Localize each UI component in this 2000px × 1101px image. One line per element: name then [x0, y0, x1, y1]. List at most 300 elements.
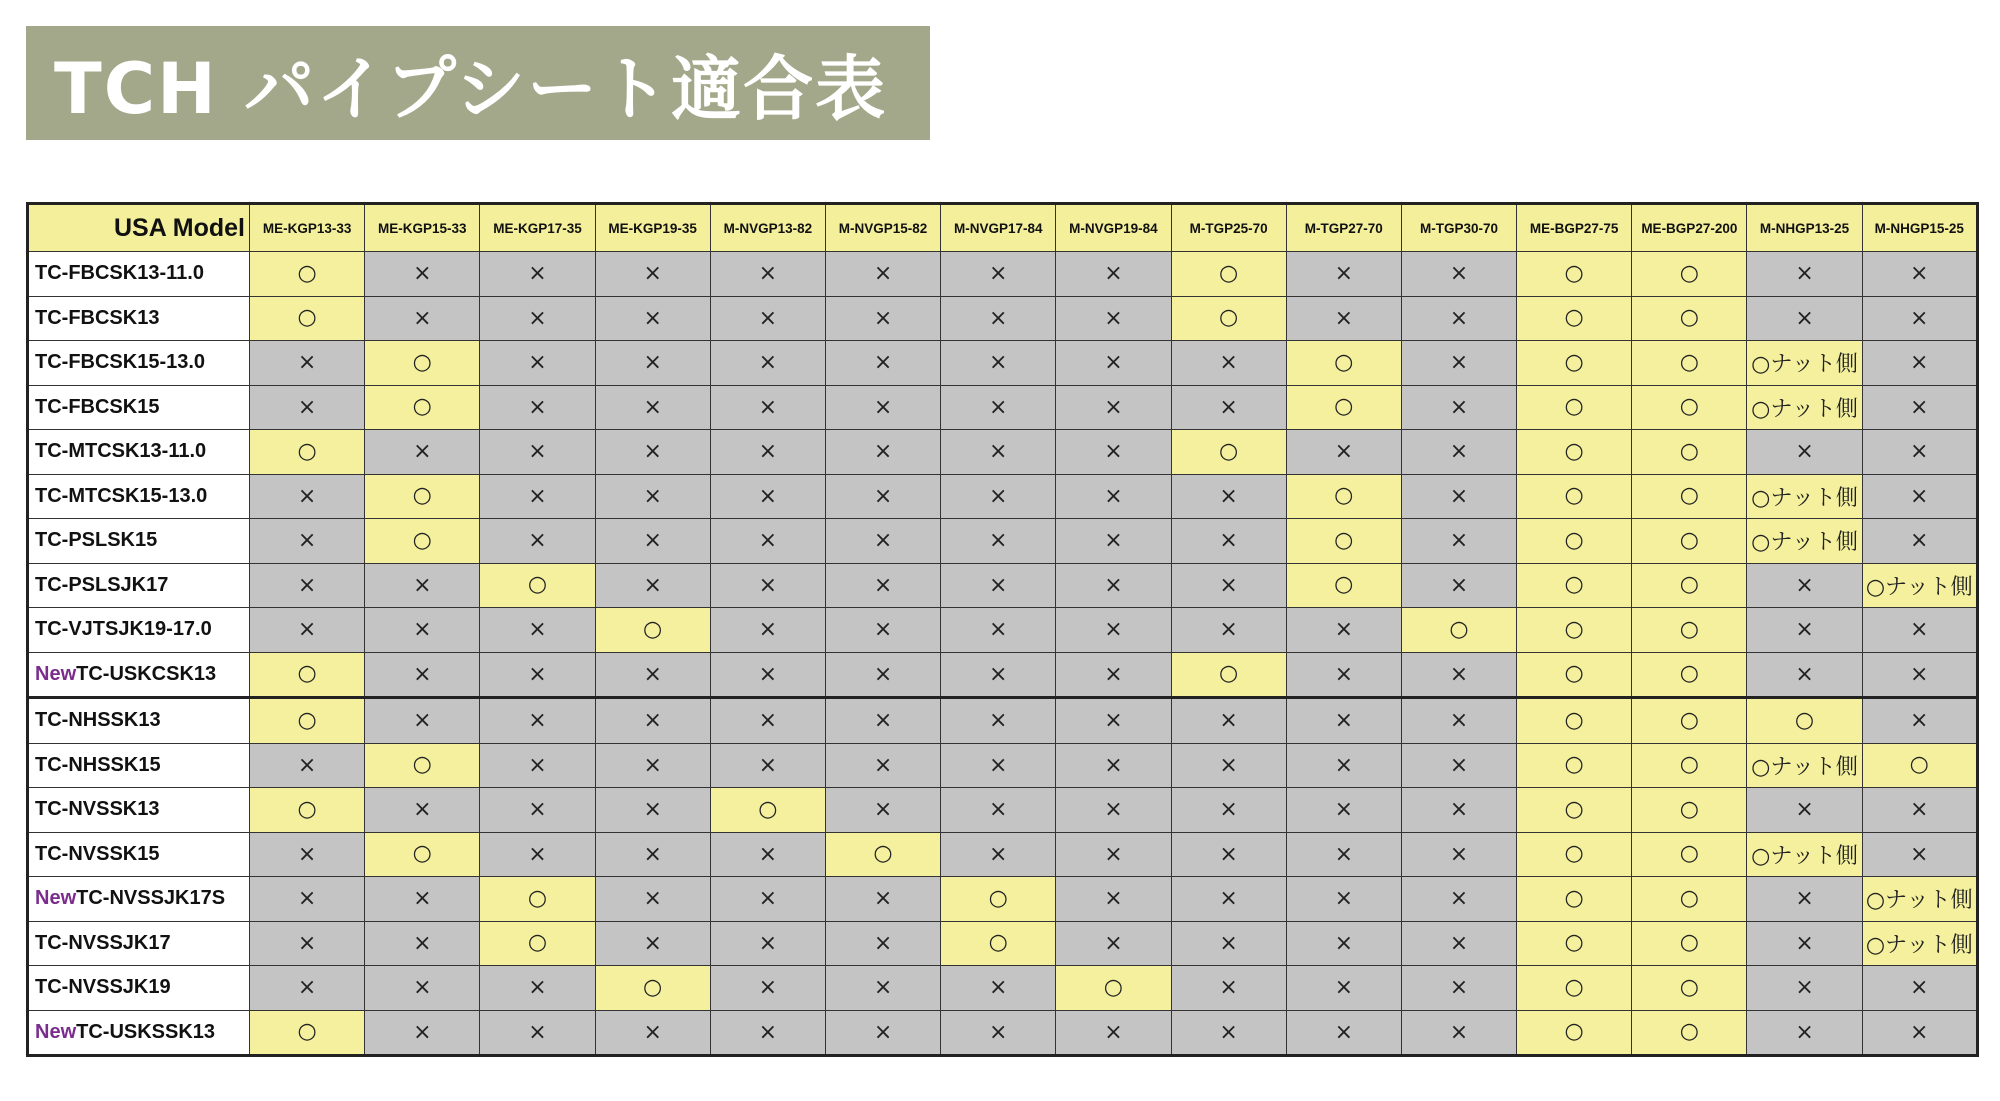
compat-cell: × [1401, 563, 1516, 608]
compat-cell: × [825, 652, 940, 698]
compat-cell: × [1286, 832, 1401, 877]
compat-cell: × [1747, 608, 1862, 653]
compat-cell: × [250, 877, 365, 922]
compat-cell: × [1056, 608, 1171, 653]
column-header: M-NVGP19-84 [1056, 204, 1171, 252]
compat-cell: × [595, 296, 710, 341]
compat-cell: × [1056, 743, 1171, 788]
compat-cell: ○ [365, 474, 480, 519]
compat-cell: × [1862, 385, 1977, 430]
compat-cell: ○ [1517, 832, 1632, 877]
compat-cell: × [250, 385, 365, 430]
table-row [28, 474, 1978, 519]
compat-cell: ○ [1517, 652, 1632, 698]
compat-cell: ○ [480, 921, 595, 966]
compat-cell: × [1747, 252, 1862, 297]
compat-cell: × [1286, 966, 1401, 1011]
table-row [28, 252, 1978, 297]
table-row [28, 652, 1978, 698]
compat-cell: × [1171, 877, 1286, 922]
compat-cell: ○ [1517, 1010, 1632, 1056]
model-name-cell [28, 519, 250, 564]
new-badge: New [35, 887, 77, 910]
compat-cell: × [480, 1010, 595, 1056]
compat-cell: × [250, 743, 365, 788]
compat-cell: ○ [1632, 252, 1747, 297]
compat-cell: ○ナット側 [1747, 341, 1862, 386]
compat-cell: ○ [1171, 652, 1286, 698]
table-row [28, 608, 1978, 653]
compat-cell: × [710, 563, 825, 608]
compat-cell: × [250, 563, 365, 608]
model-name-cell [28, 474, 250, 519]
compat-cell: ○ [1517, 474, 1632, 519]
compat-cell: ○ [1632, 966, 1747, 1011]
compat-cell: ○ [365, 385, 480, 430]
compat-cell: × [1286, 743, 1401, 788]
compat-cell: × [941, 252, 1056, 297]
table-row [28, 966, 1978, 1011]
compat-cell: ○ [825, 832, 940, 877]
compat-cell: × [1747, 1010, 1862, 1056]
model-name-cell [28, 743, 250, 788]
compat-cell: × [941, 385, 1056, 430]
compat-cell: ○ [1632, 385, 1747, 430]
compat-cell: × [480, 788, 595, 833]
compat-cell: × [1862, 966, 1977, 1011]
compat-cell: × [1401, 788, 1516, 833]
compat-cell: × [480, 743, 595, 788]
compat-cell: × [825, 743, 940, 788]
compat-cell: × [1401, 698, 1516, 744]
compat-cell: ○ [1632, 698, 1747, 744]
compat-cell: × [1862, 1010, 1977, 1056]
compat-cell: × [1286, 652, 1401, 698]
compat-cell: ○ [1517, 385, 1632, 430]
compat-cell: × [365, 921, 480, 966]
compat-cell: × [710, 1010, 825, 1056]
compat-cell: × [1171, 966, 1286, 1011]
compat-cell: × [1747, 296, 1862, 341]
compat-cell: × [941, 832, 1056, 877]
compat-cell: × [595, 652, 710, 698]
compat-cell: ○ [365, 832, 480, 877]
column-header: M-TGP30-70 [1401, 204, 1516, 252]
model-name-cell [28, 877, 250, 922]
compat-cell: ○ [1632, 788, 1747, 833]
compat-cell: × [1401, 877, 1516, 922]
compat-cell: ○ [1517, 608, 1632, 653]
compat-cell: ○ [595, 608, 710, 653]
page-title: TCH パイプシート適合表 [54, 47, 888, 130]
model-name: TC-NVSSJK17 [35, 931, 171, 954]
compat-cell: × [710, 430, 825, 475]
compat-cell: ○ [1286, 385, 1401, 430]
compat-cell: ○ [1632, 430, 1747, 475]
compat-cell: ○ [1056, 966, 1171, 1011]
compat-cell: × [1286, 788, 1401, 833]
compat-cell: × [825, 296, 940, 341]
compat-cell: × [710, 519, 825, 564]
compat-cell: ○ [1632, 563, 1747, 608]
column-header: M-NVGP15-82 [825, 204, 940, 252]
compat-cell: × [1286, 1010, 1401, 1056]
compat-cell: × [1862, 788, 1977, 833]
compat-cell: ○ [1632, 921, 1747, 966]
compat-cell: × [1862, 341, 1977, 386]
compat-cell: × [595, 788, 710, 833]
column-header: M-TGP25-70 [1171, 204, 1286, 252]
model-name: TC-USKSSK13 [76, 1020, 216, 1043]
compat-cell: × [1747, 430, 1862, 475]
compat-cell: × [1401, 921, 1516, 966]
compat-cell: × [595, 698, 710, 744]
model-name-cell [28, 430, 250, 475]
compat-cell: × [825, 385, 940, 430]
compat-cell: ○ [595, 966, 710, 1011]
compat-cell: × [365, 788, 480, 833]
compat-cell: × [1171, 1010, 1286, 1056]
compat-cell: ○ [1517, 519, 1632, 564]
compat-cell: × [1056, 519, 1171, 564]
compat-cell: × [710, 743, 825, 788]
compat-cell: × [710, 341, 825, 386]
compat-cell: × [595, 474, 710, 519]
compat-cell: × [250, 474, 365, 519]
compat-cell: ○ [1517, 743, 1632, 788]
compat-cell: × [710, 474, 825, 519]
compat-cell: ○ナット側 [1862, 563, 1977, 608]
model-name-cell [28, 296, 250, 341]
compat-cell: × [941, 296, 1056, 341]
table-row [28, 698, 1978, 744]
compat-cell: ○ナット側 [1747, 832, 1862, 877]
compat-cell: × [1171, 474, 1286, 519]
table-row [28, 832, 1978, 877]
model-name-cell [28, 563, 250, 608]
table-row [28, 341, 1978, 386]
compat-cell: ○ナット側 [1862, 877, 1977, 922]
compat-cell: × [480, 341, 595, 386]
compat-cell: × [365, 877, 480, 922]
compat-cell: × [1401, 474, 1516, 519]
compat-cell: × [365, 252, 480, 297]
compat-cell: ○ [1632, 474, 1747, 519]
compat-cell: × [595, 519, 710, 564]
compat-cell: ○ [1286, 341, 1401, 386]
table-row [28, 296, 1978, 341]
compat-cell: × [1401, 385, 1516, 430]
compat-cell: × [941, 1010, 1056, 1056]
compat-cell: × [825, 1010, 940, 1056]
compat-cell: × [825, 341, 940, 386]
compat-cell: ○ [1401, 608, 1516, 653]
compat-cell: ○ [1517, 788, 1632, 833]
model-name-cell [28, 652, 250, 698]
model-name-cell [28, 385, 250, 430]
compat-cell: ○ [1517, 966, 1632, 1011]
compat-cell: × [1056, 563, 1171, 608]
compat-cell: × [1171, 341, 1286, 386]
compat-cell: × [365, 608, 480, 653]
compat-cell: × [1747, 921, 1862, 966]
compat-cell: × [1056, 341, 1171, 386]
compat-cell: × [825, 252, 940, 297]
compat-cell: × [250, 832, 365, 877]
compat-cell: ○ [365, 341, 480, 386]
compat-cell: × [250, 519, 365, 564]
compat-cell: ○ [250, 1010, 365, 1056]
compat-cell: ○ [365, 743, 480, 788]
compat-cell: × [1862, 832, 1977, 877]
compat-cell: × [480, 385, 595, 430]
compat-cell: × [1401, 296, 1516, 341]
compat-cell: × [1401, 1010, 1516, 1056]
compat-cell: ○ [941, 877, 1056, 922]
compat-cell: × [1286, 921, 1401, 966]
compat-cell: × [365, 1010, 480, 1056]
compat-cell: × [1056, 252, 1171, 297]
model-name: TC-FBCSK15 [35, 395, 160, 418]
table-row [28, 1010, 1978, 1056]
column-header: M-NHGP13-25 [1747, 204, 1862, 252]
new-badge: New [35, 1020, 77, 1043]
compat-cell: ○ [1171, 252, 1286, 297]
compat-cell: × [710, 966, 825, 1011]
compat-cell: × [1401, 519, 1516, 564]
table-row [28, 921, 1978, 966]
model-name: TC-USKCSK13 [76, 662, 217, 685]
compat-cell: × [480, 252, 595, 297]
compat-cell: ○ [250, 296, 365, 341]
compat-cell: × [1056, 832, 1171, 877]
compat-cell: ○ [250, 430, 365, 475]
compat-cell: × [941, 698, 1056, 744]
compat-cell: ○ [1632, 296, 1747, 341]
compat-cell: ○ [1286, 474, 1401, 519]
compat-cell: ○ [1517, 296, 1632, 341]
model-name-cell [28, 252, 250, 297]
compat-cell: × [595, 1010, 710, 1056]
model-name-cell [28, 698, 250, 744]
model-name: TC-VJTSJK19-17.0 [35, 618, 212, 641]
table-row [28, 743, 1978, 788]
compat-cell: ○ [1171, 296, 1286, 341]
compat-cell: ○ナット側 [1862, 921, 1977, 966]
compat-cell: × [365, 430, 480, 475]
model-name: TC-NHSSK13 [35, 709, 161, 732]
model-name: TC-NVSSK13 [35, 798, 160, 821]
compat-cell: ○ [1517, 921, 1632, 966]
compat-cell: × [595, 430, 710, 475]
compat-cell: ○ [365, 519, 480, 564]
compat-cell: × [595, 385, 710, 430]
compat-cell: × [710, 921, 825, 966]
compat-cell: × [1862, 474, 1977, 519]
compat-cell: × [1286, 877, 1401, 922]
compat-cell: × [941, 652, 1056, 698]
compat-cell: × [710, 832, 825, 877]
column-header: M-NHGP15-25 [1862, 204, 1977, 252]
compat-cell: × [595, 743, 710, 788]
compat-cell: × [480, 966, 595, 1011]
compat-cell: ○ [1171, 430, 1286, 475]
compat-cell: ○ [1632, 832, 1747, 877]
compat-cell: × [1286, 296, 1401, 341]
compat-cell: × [595, 341, 710, 386]
title-banner [26, 26, 930, 140]
model-name: TC-FBCSK13 [35, 306, 160, 329]
model-name: TC-NVSSJK19 [35, 976, 171, 999]
compat-cell: ○ [1747, 698, 1862, 744]
model-name: TC-FBCSK13-11.0 [35, 262, 204, 285]
model-name-cell [28, 608, 250, 653]
compat-cell: × [1056, 1010, 1171, 1056]
compat-cell: × [1171, 698, 1286, 744]
compat-cell: × [710, 608, 825, 653]
model-name: TC-NVSSK15 [35, 842, 160, 865]
table-row [28, 563, 1978, 608]
compat-cell: ○ナット側 [1747, 743, 1862, 788]
compat-cell: ○ [941, 921, 1056, 966]
compat-cell: ○ [1632, 519, 1747, 564]
compat-cell: × [1056, 877, 1171, 922]
compat-cell: × [1747, 652, 1862, 698]
model-name: TC-MTCSK15-13.0 [35, 484, 208, 507]
compat-cell: ○ [250, 698, 365, 744]
compat-cell: × [1862, 652, 1977, 698]
column-header: ME-BGP27-200 [1632, 204, 1747, 252]
compat-cell: × [1401, 743, 1516, 788]
compat-cell: ○ [1632, 877, 1747, 922]
compat-cell: × [595, 252, 710, 297]
table-body [28, 252, 1978, 1056]
compat-cell: × [1171, 519, 1286, 564]
compat-cell: × [1747, 788, 1862, 833]
compat-cell: ○ [1517, 563, 1632, 608]
model-name-cell [28, 832, 250, 877]
compat-cell: × [1056, 652, 1171, 698]
compat-cell: × [1056, 788, 1171, 833]
compat-cell: ○ [1286, 563, 1401, 608]
compat-cell: × [595, 832, 710, 877]
compat-cell: ○ [250, 652, 365, 698]
compat-cell: × [825, 877, 940, 922]
compat-cell: × [825, 474, 940, 519]
table-row [28, 519, 1978, 564]
compat-cell: × [1171, 832, 1286, 877]
compat-cell: × [595, 563, 710, 608]
compat-cell: × [1862, 519, 1977, 564]
compat-cell: × [825, 430, 940, 475]
compat-cell: ○ [1632, 743, 1747, 788]
compat-cell: × [825, 921, 940, 966]
compat-cell: × [1171, 608, 1286, 653]
compat-cell: × [710, 698, 825, 744]
compat-cell: × [1747, 966, 1862, 1011]
model-name: TC-PSLSK15 [35, 529, 158, 552]
compat-cell: × [710, 385, 825, 430]
compat-cell: × [941, 430, 1056, 475]
compat-cell: × [1171, 563, 1286, 608]
compat-cell: ○ [1632, 341, 1747, 386]
compat-cell: × [710, 652, 825, 698]
compat-cell: × [710, 296, 825, 341]
compat-cell: × [825, 608, 940, 653]
compatibility-table [26, 202, 1979, 1057]
compat-cell: ○ナット側 [1747, 385, 1862, 430]
compat-cell: × [825, 788, 940, 833]
compat-cell: × [710, 877, 825, 922]
header-row [28, 204, 1978, 252]
new-badge: New [35, 662, 77, 685]
table-row [28, 430, 1978, 475]
compat-cell: × [480, 474, 595, 519]
compat-cell: × [480, 608, 595, 653]
compat-cell: ○ [710, 788, 825, 833]
compat-cell: ○ [1632, 652, 1747, 698]
compat-cell: × [941, 474, 1056, 519]
compat-cell: × [1286, 430, 1401, 475]
compat-cell: × [1056, 296, 1171, 341]
compat-cell: × [941, 608, 1056, 653]
model-name: TC-NVSSJK17S [76, 887, 226, 910]
compat-cell: × [1401, 652, 1516, 698]
compat-cell: × [1171, 743, 1286, 788]
compat-cell: × [825, 563, 940, 608]
compat-cell: × [365, 966, 480, 1011]
compat-cell: × [1747, 563, 1862, 608]
compat-cell: ○ [480, 877, 595, 922]
compat-cell: × [1862, 608, 1977, 653]
compat-cell: × [250, 608, 365, 653]
compat-cell: ○ [1517, 877, 1632, 922]
compat-cell: × [1862, 252, 1977, 297]
compat-cell: × [365, 652, 480, 698]
compat-cell: × [1401, 430, 1516, 475]
compat-cell: × [1171, 788, 1286, 833]
compat-cell: × [1286, 608, 1401, 653]
table-row [28, 385, 1978, 430]
compat-cell: ○ [1286, 519, 1401, 564]
compat-cell: × [1056, 698, 1171, 744]
column-header: M-NVGP13-82 [710, 204, 825, 252]
compat-cell: × [480, 430, 595, 475]
compat-cell: × [1401, 252, 1516, 297]
column-header: ME-BGP27-75 [1517, 204, 1632, 252]
compat-cell: × [1747, 877, 1862, 922]
table-row [28, 877, 1978, 922]
compat-cell: × [941, 743, 1056, 788]
model-name: TC-MTCSK13-11.0 [35, 440, 207, 463]
compat-cell: × [480, 832, 595, 877]
compat-cell: × [365, 563, 480, 608]
compat-cell: × [480, 652, 595, 698]
compat-cell: × [250, 921, 365, 966]
model-name-cell [28, 788, 250, 833]
compat-cell: × [1171, 385, 1286, 430]
compat-cell: × [1862, 430, 1977, 475]
compat-cell: ○ [1632, 1010, 1747, 1056]
compat-cell: × [941, 788, 1056, 833]
table-row [28, 788, 1978, 833]
compat-cell: ○ [1517, 698, 1632, 744]
model-name-cell [28, 1010, 250, 1056]
compat-cell: × [365, 296, 480, 341]
compat-cell: × [1171, 921, 1286, 966]
model-name-cell [28, 341, 250, 386]
compat-cell: × [1286, 252, 1401, 297]
